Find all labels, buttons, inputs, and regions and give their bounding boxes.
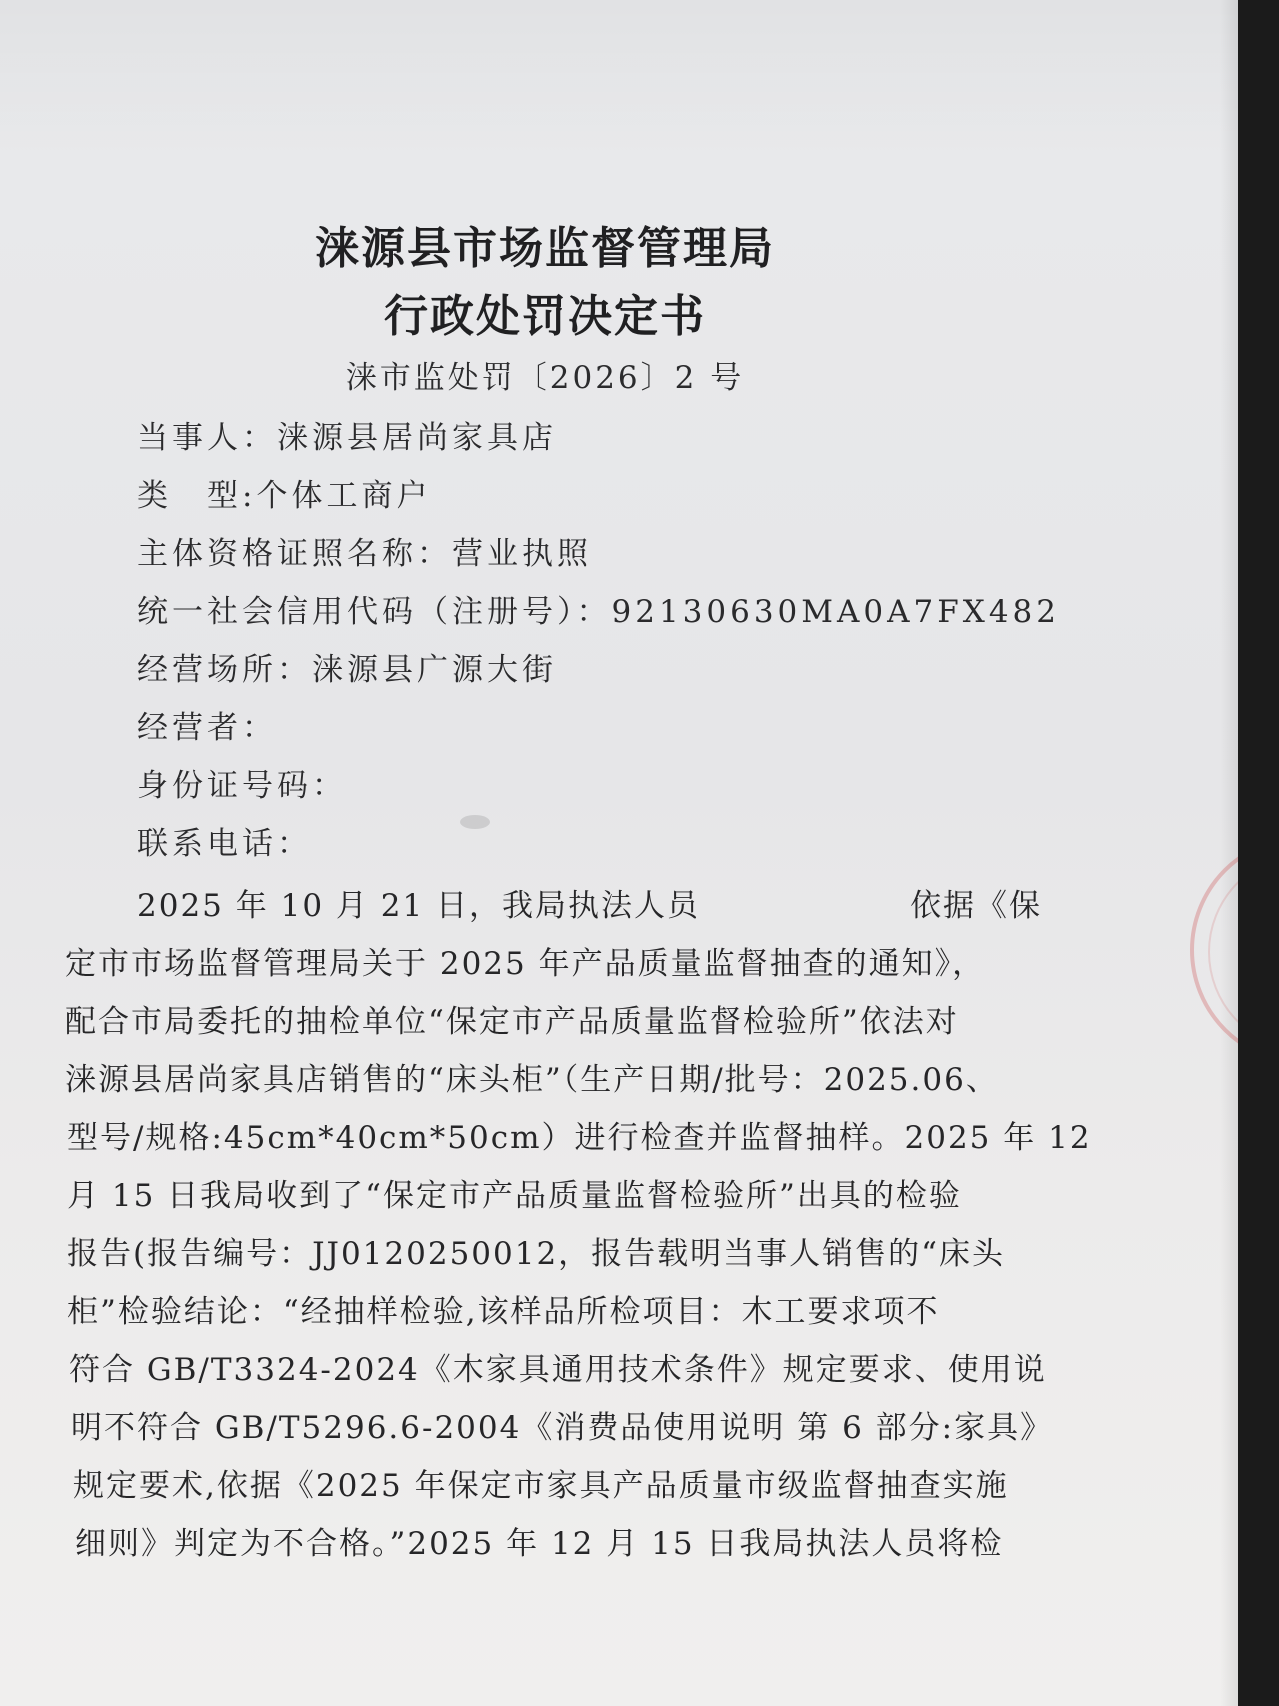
body-text: 依据《保 <box>910 888 1043 924</box>
document-number: 涞市监处罚〔2026〕2 号 <box>345 360 745 396</box>
paper-edge-shading <box>1220 0 1238 1706</box>
field-phone <box>137 818 312 863</box>
body-line-7: 报告(报告编号：JJ0120250012，报告载明当事人销售的“床头 <box>67 1236 1006 1272</box>
field-label: 联系电话： <box>137 826 312 862</box>
field-type <box>137 470 431 515</box>
field-label: 类 型: <box>137 478 257 514</box>
body-line-4: 涞源县居尚家具店销售的“床头柜”（生产日期/批号：2025.06、 <box>65 1062 999 1098</box>
issuing-authority-title: 涞源县市场监督管理局 <box>315 223 775 274</box>
field-value: 涞源县广源大街 <box>312 652 557 688</box>
redaction-smudge <box>460 815 490 829</box>
field-value: 营业执照 <box>452 536 592 572</box>
field-label: 经营者： <box>137 710 277 746</box>
body-line-2: 定市市场监督管理局关于 2025 年产品质量监督抽查的通知》， <box>65 946 986 982</box>
body-line-3: 配合市局委托的抽检单位“保定市产品质量监督检验所”依法对 <box>65 1004 959 1040</box>
body-line-6: 月 15 日我局收到了“保定市产品质量监督检验所”出具的检验 <box>67 1178 962 1214</box>
body-line-1 <box>137 880 1042 925</box>
field-label: 当事人： <box>137 420 277 456</box>
body-line-8: 柜”检验结论：“经抽样检验,该样品所检项目：木工要求项不 <box>67 1294 940 1330</box>
field-credit-code <box>137 586 1060 631</box>
field-license-name <box>137 528 592 573</box>
field-id-number <box>137 760 347 805</box>
body-line-12: 细则》判定为不合格。”2025 年 12 月 15 日我局执法人员将检 <box>75 1526 1004 1562</box>
field-label: 统一社会信用代码（注册号）： <box>137 594 612 630</box>
body-line-5: 型号/规格:45cm*40cm*50cm）进行检查并监督抽样。2025 年 12 <box>67 1120 1092 1156</box>
official-seal-stamp <box>1190 835 1238 1065</box>
seal-inner-ring <box>1208 853 1238 1051</box>
redacted-name <box>700 893 910 923</box>
document-type-title: 行政处罚决定书 <box>384 291 706 342</box>
body-text: 2025 年 10 月 21 日，我局执法人员 <box>137 888 701 924</box>
paper-shading <box>0 0 1238 160</box>
field-value: 涞源县居尚家具店 <box>277 420 557 456</box>
field-value: 个体工商户 <box>256 478 432 514</box>
field-operator <box>137 702 277 747</box>
field-value: 92130630MA0A7FX482 <box>611 594 1060 630</box>
field-label: 经营场所： <box>137 652 312 688</box>
body-line-11: 规定要术,依据《2025 年保定市家具产品质量市级监督抽查实施 <box>73 1468 1009 1504</box>
body-line-9: 符合 GB/T3324-2024《木家具通用技术条件》规定要求、使用说 <box>69 1352 1047 1388</box>
body-line-10: 明不符合 GB/T5296.6-2004《消费品使用说明 第 6 部分:家具》 <box>71 1410 1054 1446</box>
field-label: 主体资格证照名称： <box>137 536 452 572</box>
field-party <box>137 412 557 457</box>
field-label: 身份证号码： <box>137 768 347 804</box>
field-business-address <box>137 644 557 689</box>
